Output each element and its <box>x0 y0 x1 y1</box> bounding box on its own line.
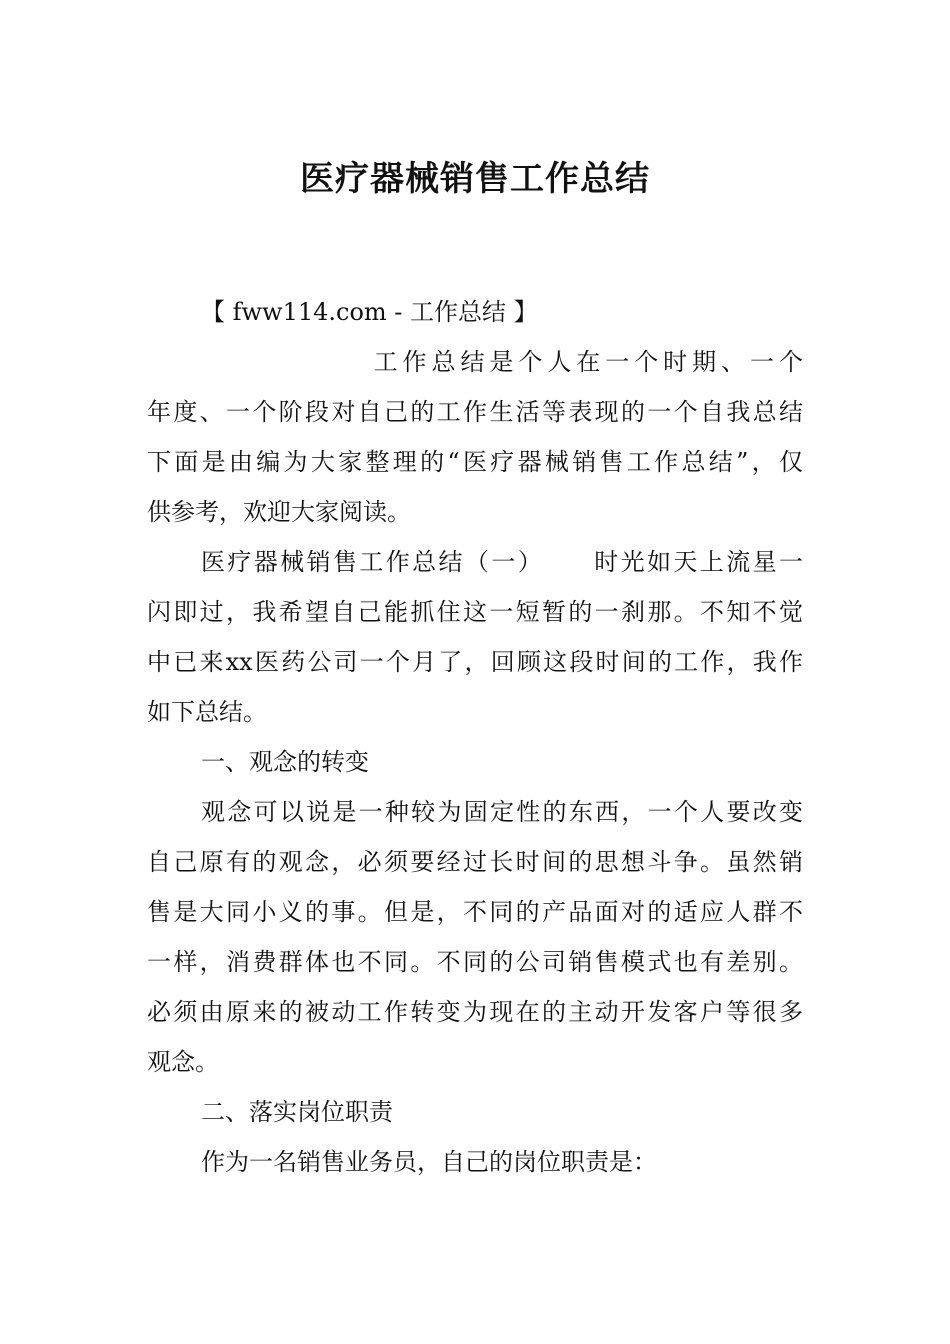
paragraph-line: 闪即过，我希望自己能抓住这一短暂的一刹那。不知不觉 <box>147 598 803 626</box>
paragraph-line: 中已来xx医药公司一个月了，回顾这段时间的工作，我作 <box>147 648 803 676</box>
paragraph-line: 自己原有的观念，必须要经过长时间的思想斗争。虽然销 <box>147 848 803 876</box>
section-heading: 一、观念的转变 <box>201 748 369 776</box>
intro-line: 供参考，欢迎大家阅读。 <box>147 498 411 526</box>
paragraph-line: 如下总结。 <box>147 698 267 726</box>
paragraph-line: 观念可以说是一种较为固定性的东西，一个人要改变 <box>201 798 803 826</box>
document-title: 医疗器械销售工作总结 <box>300 159 650 199</box>
paragraph-line: 观念。 <box>147 1048 219 1076</box>
paragraph-line: 医疗器械销售工作总结（一） 时光如天上流星一 <box>201 548 803 576</box>
intro-line: 下面是由编为大家整理的“医疗器械销售工作总结”，仅 <box>147 448 803 476</box>
section-heading: 二、落实岗位职责 <box>201 1098 393 1126</box>
intro-line: 工作总结是个人在一个时期、一个 <box>147 348 803 376</box>
paragraph-line: 一样，消费群体也不同。不同的公司销售模式也有差别。 <box>147 948 803 976</box>
document-body <box>147 287 803 1187</box>
source-line: 【 fww114.com - 工作总结 】 <box>201 298 538 326</box>
paragraph-line: 必须由原来的被动工作转变为现在的主动开发客户等很多 <box>147 998 803 1026</box>
paragraph-line: 作为一名销售业务员，自己的岗位职责是： <box>201 1148 657 1176</box>
intro-line: 年度、一个阶段对自己的工作生活等表现的一个自我总结 <box>147 398 803 426</box>
paragraph-line: 售是大同小义的事。但是，不同的产品面对的适应人群不 <box>147 898 803 926</box>
